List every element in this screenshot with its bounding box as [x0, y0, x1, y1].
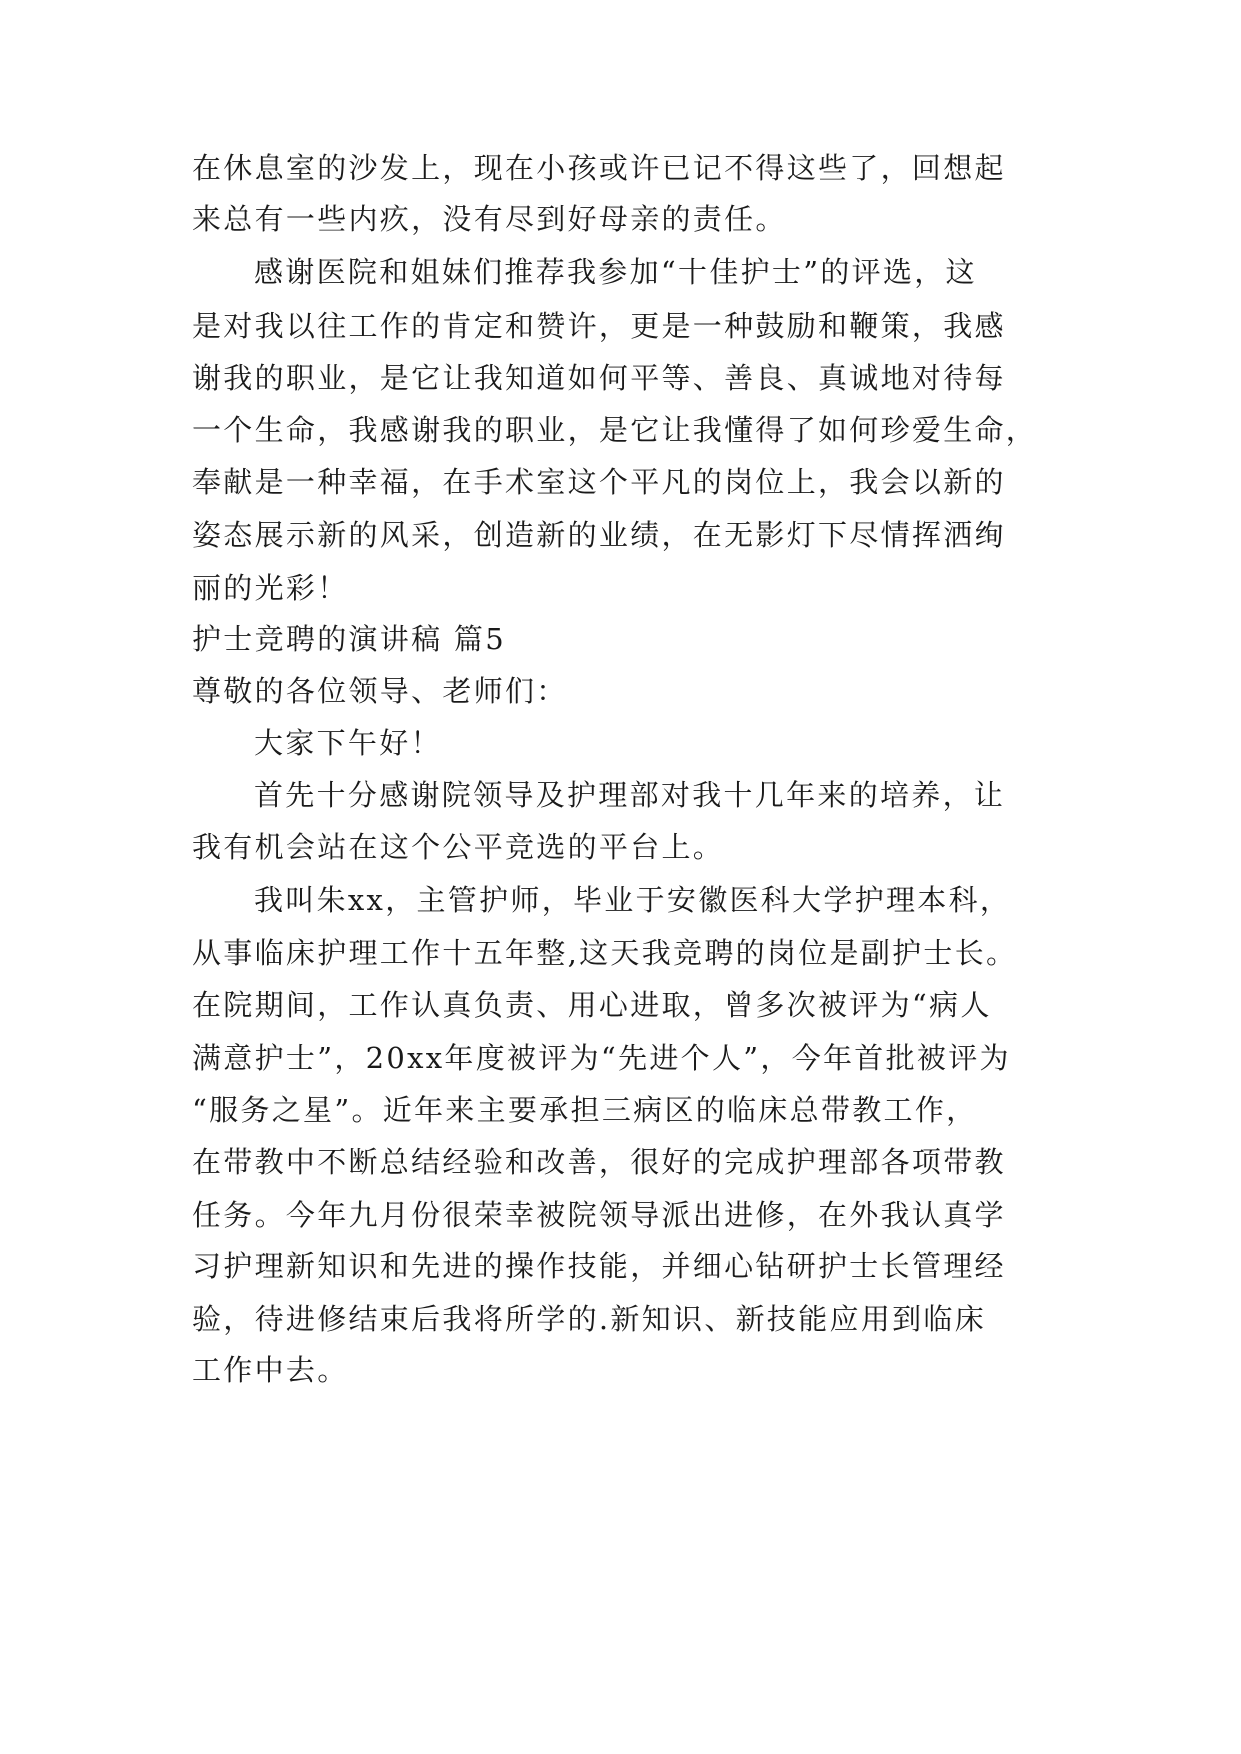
paragraph-line: 习护理新知识和先进的操作技能，并细心钻研护士长管理经	[192, 1249, 1006, 1283]
paragraph-line: “服务之星”。近年来主要承担三病区的临床总带教工作，	[192, 1093, 978, 1127]
paragraph-line: 谢我的职业，是它让我知道如何平等、善良、真诚地对待每	[192, 361, 1006, 395]
paragraph-line: 工作中去。	[192, 1353, 349, 1387]
paragraph-line: 姿态展示新的风采，创造新的业绩，在无影灯下尽情挥洒绚	[192, 518, 1006, 552]
paragraph-line: 感谢医院和姐妹们推荐我参加“十佳护士”的评选，这	[254, 255, 977, 289]
paragraph-line: 任务。今年九月份很荣幸被院领导派出进修，在外我认真学	[192, 1198, 1006, 1232]
paragraph-line: 验，待进修结束后我将所学的.新知识、新技能应用到临床	[192, 1302, 987, 1336]
paragraph-line: 在休息室的沙发上，现在小孩或许已记不得这些了，回想起	[192, 151, 1006, 185]
section-heading: 护士竞聘的演讲稿 篇5	[192, 622, 506, 656]
paragraph-line: 我有机会站在这个公平竞选的平台上。	[192, 830, 725, 864]
paragraph-line: 是对我以往工作的肯定和赞许，更是一种鼓励和鞭策，我感	[192, 309, 1006, 343]
greeting: 大家下午好！	[254, 726, 442, 760]
paragraph-line: 我叫朱xx，主管护师，毕业于安徽医科大学护理本科，	[254, 883, 1012, 917]
paragraph-line: 奉献是一种幸福，在手术室这个平凡的岗位上，我会以新的	[192, 465, 1006, 499]
paragraph-line: 丽的光彩！	[192, 571, 349, 605]
paragraph-line: 在带教中不断总结经验和改善，很好的完成护理部各项带教	[192, 1145, 1006, 1179]
paragraph-line: 从事临床护理工作十五年整,这天我竞聘的岗位是副护士长。	[192, 936, 1018, 970]
paragraph-line: 在院期间，工作认真负责、用心进取，曾多次被评为“病人	[192, 988, 992, 1022]
paragraph-line: 来总有一些内疚，没有尽到好母亲的责任。	[192, 202, 787, 236]
salutation: 尊敬的各位领导、老师们：	[192, 674, 568, 708]
paragraph-line: 首先十分感谢院领导及护理部对我十几年来的培养，让	[254, 778, 1006, 812]
paragraph-line: 一个生命，我感谢我的职业，是它让我懂得了如何珍爱生命，	[192, 413, 1038, 447]
paragraph-line: 满意护士”，20xx年度被评为“先进个人”，今年首批被评为	[192, 1041, 1011, 1075]
